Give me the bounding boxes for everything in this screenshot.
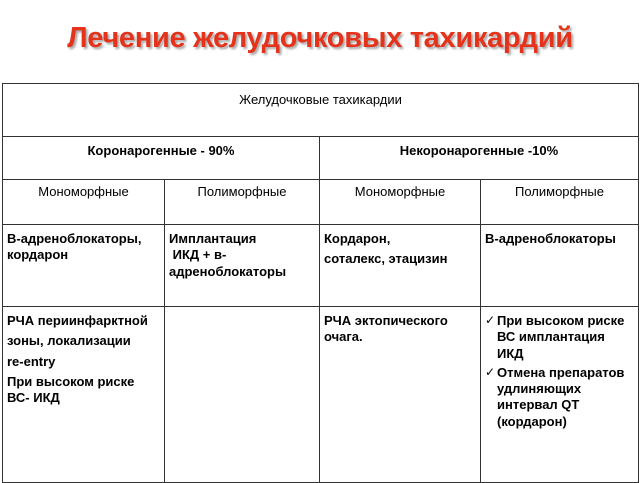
- qt-drug-withdrawal-text: Отмена препаратов удлиняющих интервал QT (кордарон): [497, 364, 625, 429]
- icd-line: ИКД + в-адреноблокаторы: [169, 247, 287, 279]
- coronary-poly-implant: [165, 225, 320, 307]
- noncoronary-polymorphic-header: Полиморфные: [481, 180, 639, 225]
- coronary-header: Коронарогенные - 90%: [3, 137, 320, 180]
- implant-line: Имплантация: [169, 231, 257, 246]
- reentry-line: re-entry: [7, 353, 56, 369]
- sotalex-line: соталекс, этацизин: [324, 251, 448, 267]
- icd-implant-text: При высоком риске ВС имплантация ИКД: [497, 313, 625, 361]
- table-header: Желудочковые тахикардии: [3, 84, 639, 137]
- measures-list: [485, 313, 634, 430]
- ectopic-rfa-text: РЧА эктопического очага.: [324, 313, 448, 345]
- high-risk-line: При высоком риске ВС- ИКД: [7, 373, 135, 405]
- coronary-polymorphic-header: Полиморфные: [165, 180, 320, 225]
- coronary-mono-procedures: [3, 307, 165, 483]
- rfa-line: РЧА периинфарктной: [7, 313, 148, 328]
- noncoronary-poly-drugs: [481, 225, 639, 307]
- noncoronary-poly-drugs-text: В-адреноблокаторы: [485, 231, 616, 246]
- checkmark-icon: ✓: [485, 364, 496, 379]
- checkmark-icon: ✓: [485, 313, 496, 327]
- page-title: Лечение желудочковых тахикардий: [67, 22, 573, 54]
- coronary-poly-empty: [165, 307, 320, 483]
- coronary-mono-drugs-text: В-адреноблокаторы, кордарон: [7, 231, 142, 263]
- list-item: [485, 313, 634, 362]
- list-item: [485, 365, 634, 430]
- noncoronary-monomorphic-header: Мономорфные: [320, 180, 481, 225]
- noncoronary-poly-measures: [481, 307, 639, 483]
- noncoronary-mono-procedure: [320, 307, 481, 483]
- zone-line: зоны, локализации: [7, 333, 131, 349]
- ventricular-tachycardia-table: [2, 83, 639, 483]
- noncoronary-header: Некоронарогенные -10%: [320, 137, 639, 180]
- coronary-monomorphic-header: Мономорфные: [3, 180, 165, 225]
- coronary-mono-drugs: [3, 225, 165, 307]
- cordarone-line: Кордарон,: [324, 231, 391, 246]
- noncoronary-mono-drugs: [320, 225, 481, 307]
